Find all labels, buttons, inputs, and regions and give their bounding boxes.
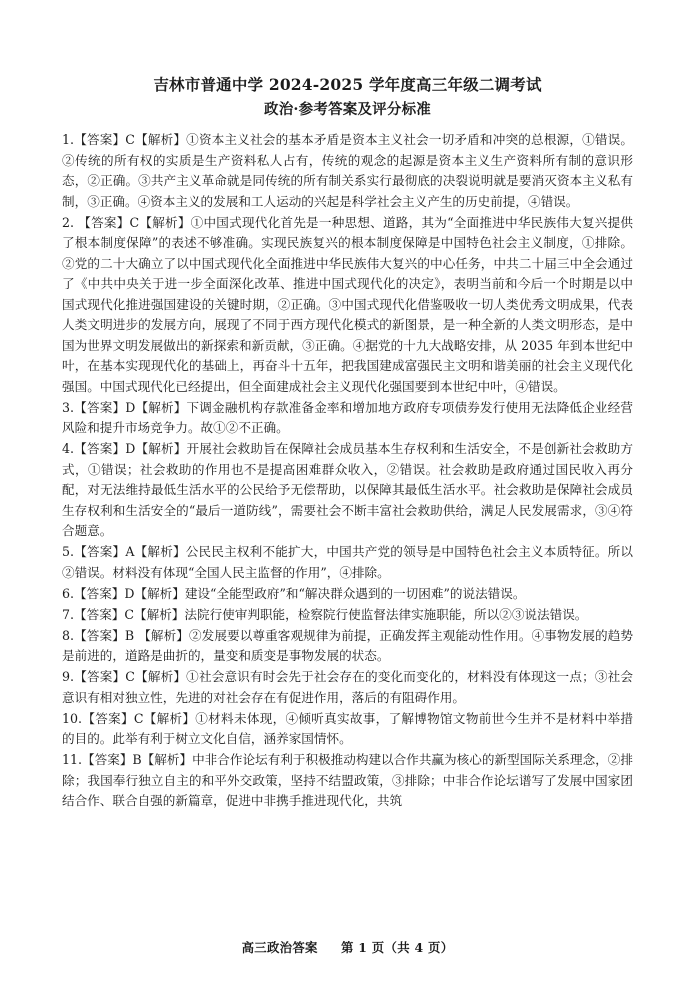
- answer-item: 11.【答案】B【解析】中非合作论坛有利于积极推动构建以合作共赢为核心的新型国际关系理念，②排除；我国奉行独立自主的和平外交政策，坚持不结盟政策，③排除；中非合作论坛谱写了发展中国家团结合作、联合自强的新篇章，促进中非携手推进现代化，共筑: [62, 752, 633, 809]
- answer-item: 4.【答案】D【解析】开展社会救助旨在保障社会成员基本生存权利和生活安全，不是创新社会救助方式，①错误；社会救助的作用也不是提高困难群众收入，②错误。社会救助是政府通过国民收入再分配，对无法维持最低生活水平的公民给予无偿帮助，以保障其最低生活水平。社会救助是保障社会成员生存权利和生活安全的“最后一道防线”，需要社会不断丰富社会救助供给，满足人民发展需求，③④符合题意。: [62, 441, 633, 539]
- page-subtitle: 政治·参考答案及评分标准: [264, 101, 431, 119]
- answer-item: 7.【答案】C【解析】法院行使审判职能，检察院行使监督法律实施职能，所以②③说法错误。: [62, 606, 588, 622]
- answer-item: 2. 【答案】C【解析】①中国式现代化首先是一种思想、道路，其为“全面推进中华民族伟大复兴提供了根本制度保障”的表述不够准确。实现民族复兴的根本制度保障是中国特色社会主义制度，①排除。②党的二十大确立了以中国式现代化全面推进中华民族伟大复兴的中心任务，中共二十届三中全会通过了《中共中央关于进一步全面深化改革、推进中国式现代化的决定》，表明当前和今后一个时期是以中国式现代化推进强国建设的关键时期，②正确。③中国式现代化借鉴吸收一切人类优秀文明成果，代表人类文明进步的发展方向，展现了不同于西方现代化模式的新图景，是一种全新的人类文明形态，是中国为世界文明发展做出的新探索和新贡献，③正确。④据党的十九大战略安排，从 2035 年到本世纪中叶，在基本实现现代化的基础上，再奋斗十五年，把我国建成富强民主文明和谐美丽的社会主义现代化强国。中国式现代化已经提出，但全面建成社会主义现代化强国要到本世纪中叶，④错误。: [62, 214, 633, 394]
- answer-item: 6.【答案】D【解析】建设“全能型政府”和“解决群众遇到的一切困难”的说法错误。: [62, 585, 526, 601]
- answer-item: 8.【答案】B 【解析】②发展要以尊重客观规律为前提，正确发挥主观能动性作用。④事物发展的趋势是前进的，道路是曲折的，量变和质变是事物发展的状态。: [62, 627, 633, 664]
- answer-list: [62, 130, 633, 812]
- page-title: 吉林市普通中学 2024-2025 学年度高三年级二调考试: [153, 75, 542, 94]
- footer-page-number: 第 1 页（共 4 页）: [340, 940, 454, 955]
- answer-item: 1.【答案】C【解析】①资本主义社会的基本矛盾是资本主义社会一切矛盾和冲突的总根源，①错误。②传统的所有权的实质是生产资料私人占有，传统的观念的起源是资本主义生产资料所有制的意识形态，②正确。③共产主义革命就是同传统的所有制关系实行最彻底的决裂说明就是要消灭资本主义私有制，③正确。④资本主义的发展和工人运动的兴起是科学社会主义产生的历史前提，④错误。: [62, 131, 633, 209]
- answer-item: 10.【答案】C【解析】①材料未体现，④倾听真实故事，了解博物馆文物前世今生并不是材料中举措的目的。此举有利于树立文化自信，涵养家国情怀。: [62, 710, 633, 747]
- footer-label: 高三政治答案: [241, 940, 318, 955]
- page-footer: [0, 938, 695, 956]
- answer-item: 9.【答案】C【解析】①社会意识有时会先于社会存在的变化而变化的，材料没有体现这一点；③社会意识有相对独立性，先进的对社会存在有促进作用，落后的有阻碍作用。: [62, 669, 633, 705]
- answer-item: 5.【答案】A【解析】公民民主权利不能扩大，中国共产党的领导是中国特色社会主义本质特征。所以②错误。材料没有体现“全国人民主监督的作用”，④排除。: [62, 544, 633, 580]
- answer-item: 3.【答案】D【解析】下调金融机构存款准备金率和增加地方政府专项债券发行使用无法降低企业经营风险和提升市场竞争力。故①②不正确。: [62, 399, 633, 436]
